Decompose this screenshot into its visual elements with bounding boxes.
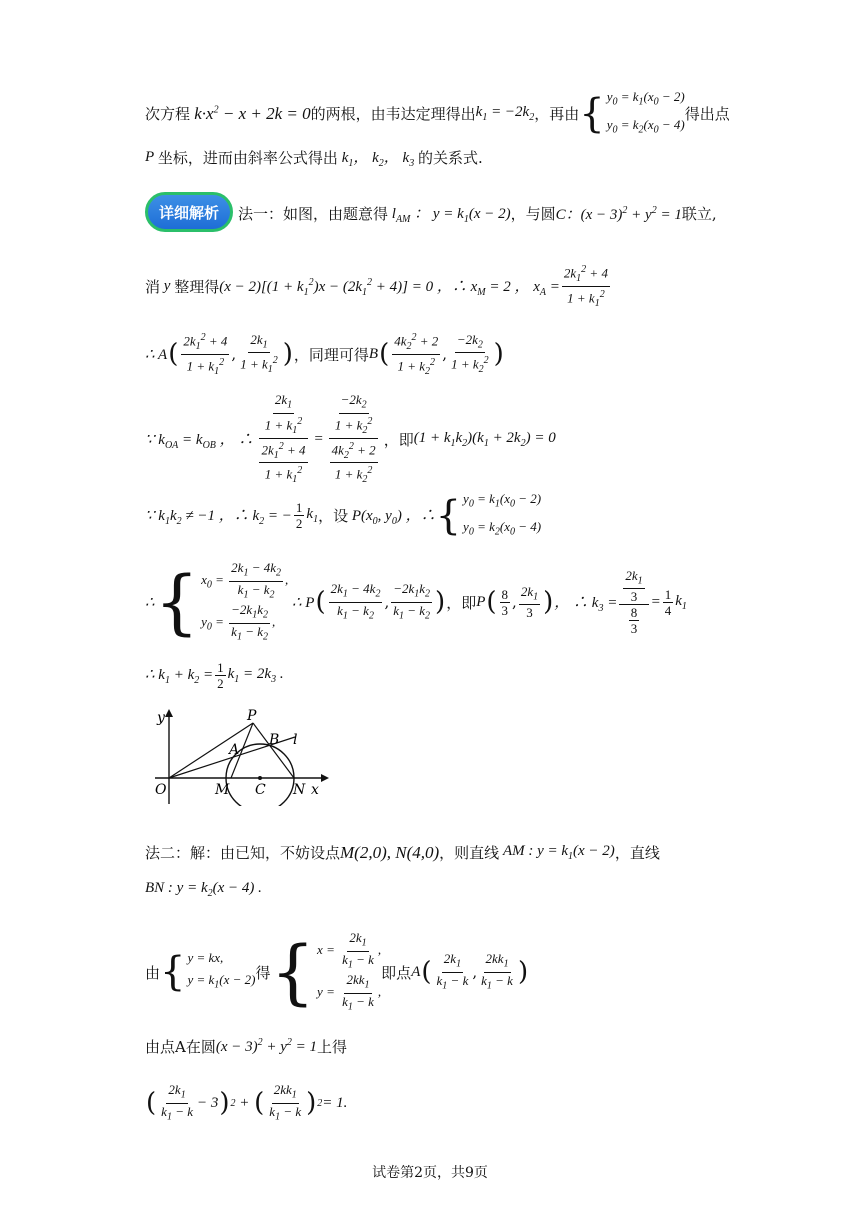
line-8: ∴ { $x_0$ = $\frac{2k_1 - 4k_2}{k_1 - k_2}$ , $y_0$ = $\frac{-2k_1k_2}{k_1 - k_2}$ , ∴ P ( $\frac{2k_1 - 4k_2}{k_1 - k_2}$ , $\frac{-2k_1k_2}{k_1 - k_2}$ ) ，即 P ( $\frac{8}{3}$ , $\frac{2k_1}{3}$ ) ， ∴ $k_3$ = $\frac{\frac{2k_1}{3}}{\frac{8}{3}}$ = $\frac{1}{4}$ $k_1$ bbox=[145, 560, 687, 644]
label-n: N bbox=[293, 782, 306, 798]
label-x: x bbox=[311, 782, 319, 798]
line-6: ∵ $k_{OA} = k_{OB}$ ， ∴ $\frac{\frac{2k_1}{1 + k_1^2}}{\frac{2k_1^2 + 4}{1 + k_1^2}}$ = $\frac{\frac{-2k_2}{1 + k_2^2}}{\frac{4k_2^2 + 2}{1 + k_2^2}}$ ，即 $(1 + k_1k_2)(k_1 + 2k_2) = 0$ bbox=[145, 392, 556, 486]
line-bn: BN : $y = k_2(x - 4)$ . bbox=[145, 880, 262, 899]
line-12: 由点A在圆 $(x - 3)^2 + y^2 = 1$ 上得 bbox=[145, 1037, 348, 1056]
text: ，则直线 bbox=[439, 844, 500, 862]
text: 整理得 bbox=[174, 277, 220, 296]
text: 坐标，进而由斜率公式得出 bbox=[157, 149, 338, 167]
line-method2: 法二：解：由已知，不妨设点 M(2,0), N(4,0) ，则直线 AM : $y = k_1(x - 2)$ ，直线 bbox=[145, 842, 660, 862]
page-footer: 试卷第2页，共9页 bbox=[372, 1165, 488, 1181]
line-7: ∵ $k_1k_2 \ne -1$ ，∴ $k_2$ = − $\frac{1}{2}$ $k_1$ ，设 $P(x_0$, $y_0$) ，∴ { $y_0 = k_1(x_0 - 2)$ $y_0 = k_2(x_0 - 4)$ bbox=[145, 491, 542, 539]
text: 得出点 bbox=[684, 105, 730, 124]
text: 即点 bbox=[381, 963, 412, 982]
text: ，即 bbox=[383, 431, 414, 450]
line-4: 消 y 整理得 $(x - 2)[(1 + k_1^2)x - (2k_1^2 + 4)] = 0$ ，∴ $x_M = 2$ ， $x_A$ = $\frac{2k_1^2 + 4}{1 + k_1^2}$ bbox=[145, 264, 608, 309]
label-p: P bbox=[247, 708, 257, 724]
text: 法二：解：由已知，不妨设点 bbox=[145, 844, 341, 862]
text: ，与圆 bbox=[510, 205, 556, 223]
text: 联立, bbox=[681, 205, 717, 223]
line-9: ∴ $k_1 + k_2$ = $\frac{1}{2}$ $k_1 = 2k_3$ . bbox=[145, 660, 284, 691]
label-l: l bbox=[293, 732, 298, 748]
line-5: ∴ A ( $\frac{2k_1^2 + 4}{1 + k_1^2}$ , $\frac{2k_1}{1 + k_1^2}$ ) ，同理可得 B ( $\frac{4k_2^2 + 2}{1 + k_2^2}$ , $\frac{-2k_2}{1 + k_2^2}$ ) bbox=[145, 331, 504, 377]
equation-system: { $y_0 = k_1(x_0 - 2)$ $y_0 = k_2(x_0 - 4)$ bbox=[579, 89, 685, 137]
text: ，再由 bbox=[534, 105, 580, 124]
label-o: O bbox=[155, 782, 167, 798]
text: 次方程 bbox=[145, 105, 191, 124]
text: 上得 bbox=[317, 1038, 348, 1056]
text: 的关系式. bbox=[417, 149, 483, 167]
text: 由点A在圆 bbox=[145, 1038, 216, 1056]
text: ，直线 bbox=[614, 844, 660, 862]
label-b: B bbox=[269, 732, 280, 748]
line-1: 次方程 $k\cdot x^2 - x + 2k = 0$ 的两根，由韦达定理得出 $k_1 = -2k_2$ ，再由 { $y_0 = k_1(x_0 - 2)$ $y_0 = k_2(x_0 - 4)$ 得出点 bbox=[145, 86, 730, 141]
text: ，即 bbox=[446, 593, 477, 612]
label-c: C bbox=[255, 782, 266, 798]
line-13: ( $\frac{2k_1}{k_1 - k}$ − 3 ) 2 + ( $\frac{2kk_1}{k_1 - k}$ ) 2 = 1. bbox=[146, 1082, 348, 1123]
line-3: 法一：如图，由题意得 $l_{AM}$ ： $y = k_1(x - 2)$ ，与圆 C：$(x - 3)^2 + y^2 = 1$ 联立, bbox=[238, 205, 717, 225]
text: 得 bbox=[255, 963, 271, 982]
text: 消 bbox=[145, 277, 161, 296]
label-y: y bbox=[157, 710, 165, 726]
text: ，设 bbox=[318, 507, 349, 526]
label-a: A bbox=[229, 742, 240, 758]
line-11: 由 { y = kx, $y = k_1(x - 2)$ 得 { x = $\frac{2k_1}{k_1 - k}$ , y = $\frac{2kk_1}{k_1 - k}$ , 即点 A ( $\frac{2k_1}{k_1 - k}$ , $\frac{2kk_1}{k_1 - k}$ ) bbox=[145, 930, 529, 1014]
text: 的两根，由韦达定理得出 bbox=[310, 105, 476, 124]
detail-badge: 详细解析 bbox=[145, 192, 233, 232]
text: 由 bbox=[145, 963, 161, 982]
label-m: M bbox=[215, 782, 230, 798]
geometry-figure bbox=[145, 706, 335, 806]
text: ，同理可得 bbox=[293, 345, 369, 364]
text: 法一：如图，由题意得 bbox=[238, 205, 389, 223]
line-2: P 坐标，进而由斜率公式得出 $k_1$， $k_2$， $k_3$ 的关系式. bbox=[145, 149, 483, 169]
